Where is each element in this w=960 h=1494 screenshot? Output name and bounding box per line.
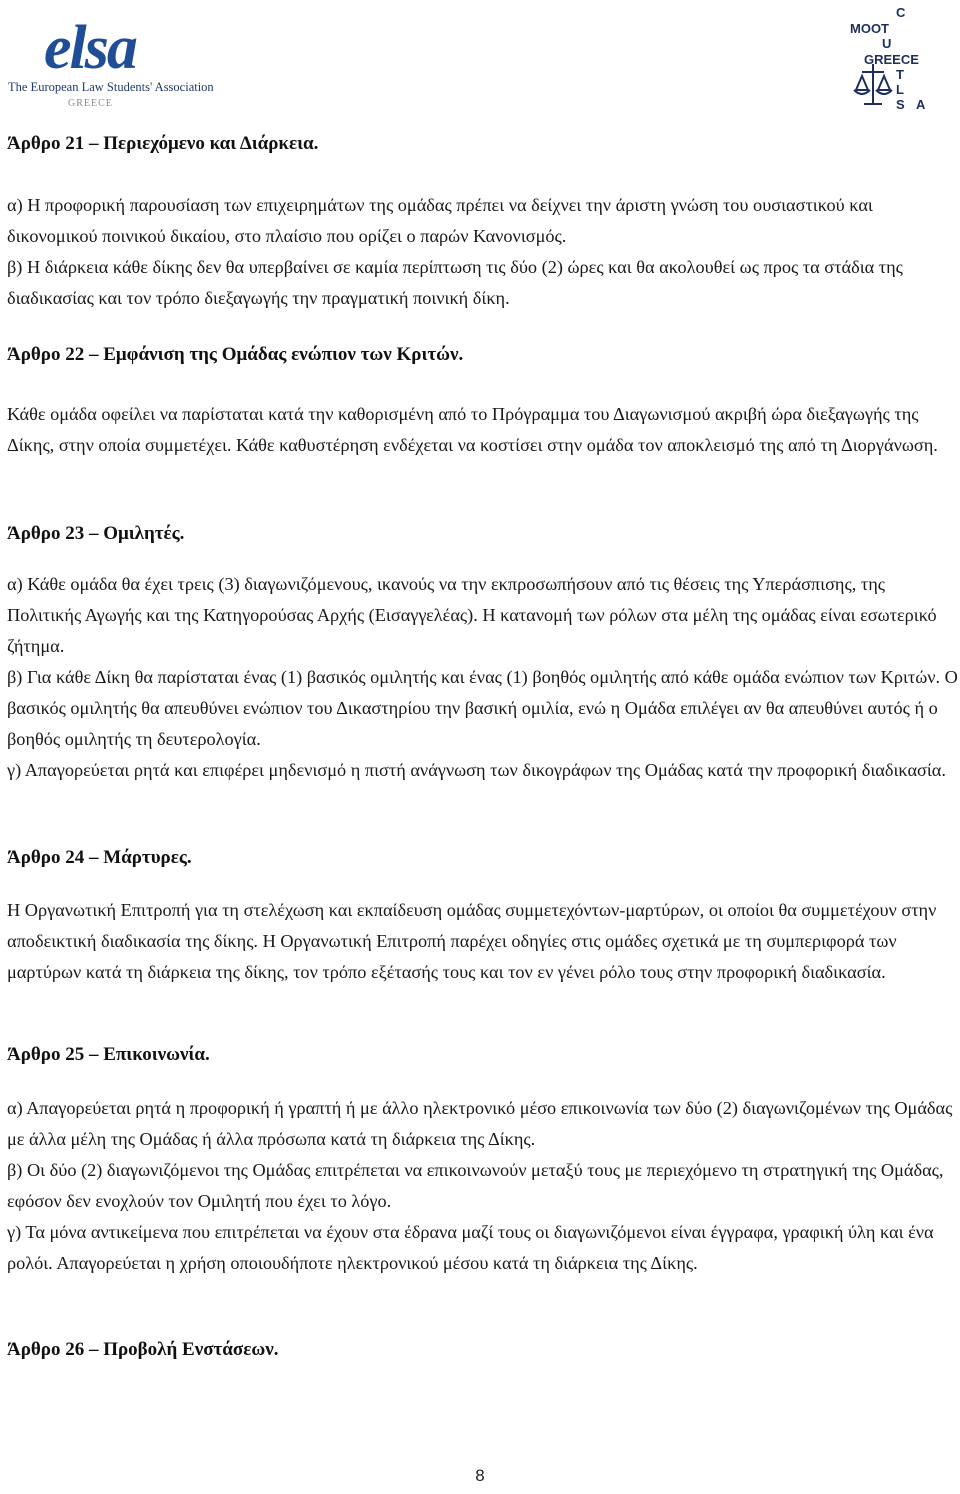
article-paragraph: γ) Απαγορεύεται ρητά και επιφέρει μηδενισμό η πιστή ανάγνωση των δικογράφων της Ομάδας κατά την προφορική διαδικασία. xyxy=(7,760,946,780)
article-25-body xyxy=(7,1093,959,1279)
article-heading: Άρθρο 23 – Ομιλητές. xyxy=(7,523,185,544)
article-22 xyxy=(7,343,959,367)
article-paragraph: α) Η προφορική παρουσίαση των επιχειρημάτων της ομάδας πρέπει να δείχνει την άριστη γνώση του ουσιαστικού και δικονομικού ποινικού δικαίου, στο πλαίσιο που ορίζει ο παρών Κανονισμός. xyxy=(7,195,873,246)
article-26 xyxy=(7,1338,959,1362)
article-heading: Άρθρο 24 – Μάρτυρες. xyxy=(7,847,192,868)
article-paragraph: β) Η διάρκεια κάθε δίκης δεν θα υπερβαίνει σε καμία περίπτωση τις δύο (2) ώρες και θα ακολουθεί ως προς τα στάδια της διαδικασίας και τον τρόπο διεξαγωγής την πραγματική ποινική δίκη. xyxy=(7,257,903,308)
logo-line-t: T xyxy=(896,67,904,82)
article-heading: Άρθρο 26 – Προβολή Ενστάσεων. xyxy=(7,1339,279,1360)
article-paragraph: γ) Τα μόνα αντικείμενα που επιτρέπεται να έχουν στα έδρανα μαζί τους οι διαγωνιζόμενοι είναι έγγραφα, γραφική ύλη και ένα ρολόι. Απαγορεύεται η χρήση οποιουδήποτε ηλεκτρονικού μέσου κατά τη διάρκεια της Δίκης. xyxy=(7,1222,934,1273)
article-paragraph: Η Οργανωτική Επιτροπή για τη στελέχωση και εκπαίδευση ομάδας συμμετεχόντων-μαρτύρων, οι οποίοι θα συμμετέχουν στην αποδεικτική διαδικασία της δίκης. Η Οργανωτική Επιτροπή παρέχει οδηγίες στις ομάδες σχετικά με τη συμπεριφορά των μαρτύρων κατά τη διάρκεια της δίκης, τον τρόπο εξέτασής τους και τον εν γένει ρόλο τους στην προφορική διαδικασία. xyxy=(7,900,937,982)
logo-line-a: A xyxy=(916,97,926,112)
logo-line-greece: GREECE xyxy=(864,52,919,67)
logo-line-l: L xyxy=(896,82,904,97)
article-paragraph: α) Κάθε ομάδα θα έχει τρεις (3) διαγωνιζόμενους, ικανούς να την εκπροσωπήσουν από τις θέσεις της Υπεράσπισης, της Πολιτικής Αγωγής και της Κατηγορούσας Αρχής (Εισαγγελέας). Η κατανομή των ρόλων στα μέλη της ομάδας είναι εσωτερικό ζήτημα. xyxy=(7,574,937,656)
article-24 xyxy=(7,846,959,870)
page-number: 8 xyxy=(475,1466,485,1485)
logo-line-c: C xyxy=(896,5,906,20)
article-paragraph: Κάθε ομάδα οφείλει να παρίσταται κατά την καθορισμένη από το Πρόγραμμα του Διαγωνισμού ακριβή ώρα διεξαγωγής της Δίκης, στην οποία συμμετέχει. Κάθε καθυστέρηση ενδέχεται να κοστίσει στην ομάδα τον αποκλεισμό της από τη Διοργάνωση. xyxy=(7,404,938,455)
article-heading: Άρθρο 21 – Περιεχόμενο και Διάρκεια. xyxy=(7,133,319,154)
elsa-wordmark: elsa xyxy=(44,14,136,82)
elsa-subtitle: The European Law Students' Association xyxy=(8,80,214,94)
logo-line-u: U xyxy=(882,36,892,51)
article-23-body xyxy=(7,569,959,786)
article-21-body xyxy=(7,190,959,314)
elsa-logo xyxy=(6,14,214,114)
article-paragraph: α) Απαγορεύεται ρητά η προφορική ή γραπτή ή με άλλο ηλεκτρονικό μέσο επικοινωνία των δύο (2) διαγωνιζομένων της Ομάδας με άλλα μέλη της Ομάδας ή άλλα πρόσωπα κατά τη διάρκεια της Δίκης. xyxy=(7,1098,953,1149)
article-paragraph: β) Οι δύο (2) διαγωνιζόμενοι της Ομάδας επιτρέπεται να επικοινωνούν μεταξύ τους με περιεχόμενο τη στρατηγική της Ομάδας, εφόσον δεν ενοχλούν τον Ομιλητή που έχει το λόγο. xyxy=(7,1160,944,1211)
article-21 xyxy=(7,132,959,156)
logo-line-s: S xyxy=(896,97,905,112)
article-22-body xyxy=(7,399,959,461)
elsa-country: GREECE xyxy=(68,98,113,109)
article-heading: Άρθρο 22 – Εμφάνιση της Ομάδας ενώπιον των Κριτών. xyxy=(7,344,464,365)
article-25 xyxy=(7,1043,959,1067)
article-23 xyxy=(7,522,959,546)
article-heading: Άρθρο 25 – Επικοινωνία. xyxy=(7,1044,210,1065)
article-paragraph: β) Για κάθε Δίκη θα παρίσταται ένας (1) βασικός ομιλητής και ένας (1) βοηθός ομιλητής από κάθε ομάδα ενώπιον των Κριτών. Ο βασικός ομιλητής θα απευθύνει ενώπιον του Δικαστηρίου την βασική ομιλία, ενώ η Ομάδα επιλέγει αν θα απευθύνει αυτός ή ο βοηθός ομιλητής τη δευτερολογία. xyxy=(7,667,958,749)
article-24-body xyxy=(7,895,959,988)
court-moot-greece-logo xyxy=(842,4,952,112)
logo-line-moot: MOOT xyxy=(850,21,889,36)
